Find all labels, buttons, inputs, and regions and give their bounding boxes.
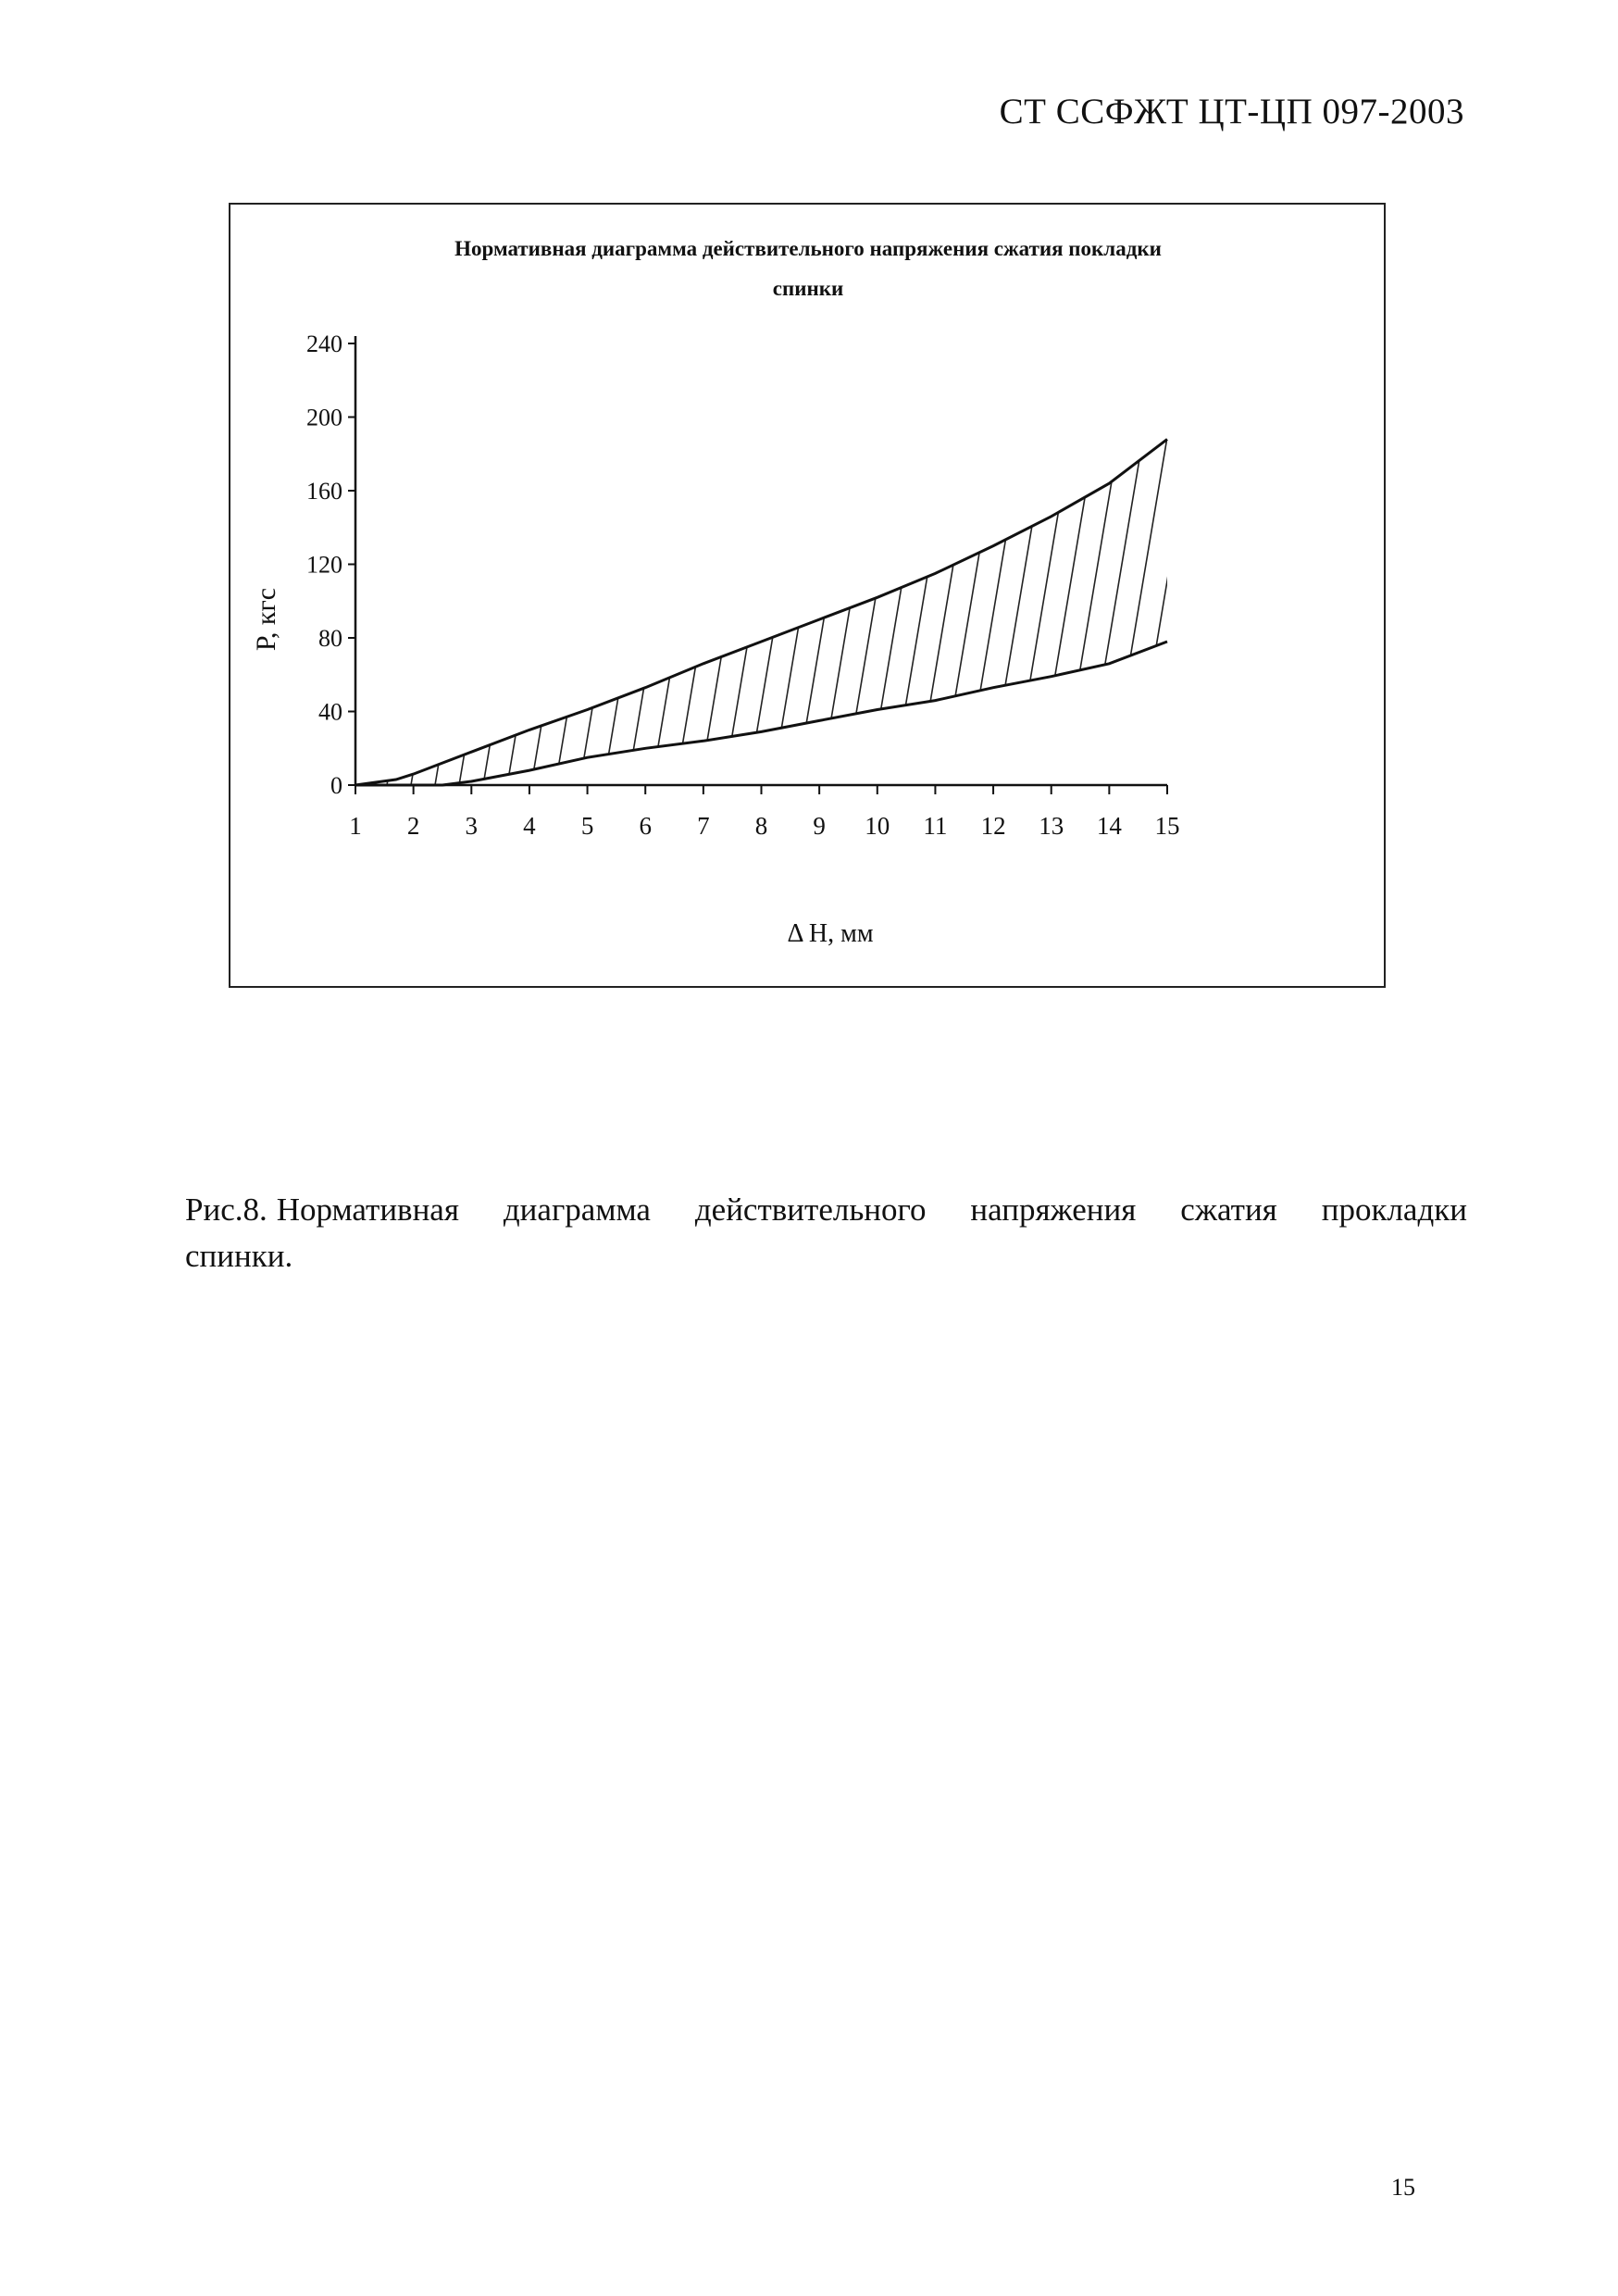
- page-number: 15: [1391, 2174, 1415, 2201]
- hatch-line: [363, 288, 446, 785]
- hatch-line: [1109, 288, 1192, 785]
- x-tick-label: 4: [523, 812, 536, 840]
- y-tick-label: 80: [318, 625, 342, 652]
- hatch-line: [1061, 288, 1144, 785]
- hatch-line: [820, 288, 903, 785]
- document-code: СТ ССФЖТ ЦТ-ЦП 097-2003: [999, 92, 1464, 131]
- hatch-line: [1157, 288, 1240, 785]
- hatch-line: [339, 288, 422, 785]
- hatch-line: [579, 288, 663, 785]
- hatch-line: [676, 288, 759, 785]
- hatch-line: [748, 288, 831, 785]
- x-tick-label: 2: [406, 812, 420, 840]
- tick-labels: [306, 331, 1180, 840]
- hatch-line: [483, 288, 566, 785]
- caption-number: Рис.8.: [185, 1192, 268, 1228]
- x-axis-label: Δ Н, мм: [787, 919, 874, 948]
- caption-text-line2: спинки.: [185, 1238, 293, 1274]
- hatch-line: [724, 288, 807, 785]
- hatch-line: [435, 288, 518, 785]
- x-tick-label: 8: [754, 812, 768, 840]
- hatch-line: [892, 288, 976, 785]
- hatch-line: [1326, 288, 1384, 785]
- x-tick-label: 14: [1096, 812, 1122, 840]
- hatch-line: [459, 288, 542, 785]
- y-tick-label: 120: [306, 551, 342, 579]
- chart-title-line1: Нормативная диаграмма действительного напряжения сжатия покладки: [454, 237, 1162, 260]
- x-tick-label: 11: [923, 812, 948, 840]
- y-tick-label: 0: [330, 772, 342, 799]
- y-axis-label: Р, кгс: [251, 587, 281, 652]
- hatch-line: [1229, 288, 1313, 785]
- chart-frame: [229, 203, 1386, 988]
- x-tick-label: 5: [580, 812, 594, 840]
- hatch-line: [1301, 288, 1384, 785]
- hatch-line: [555, 288, 639, 785]
- series-line-upper: [355, 439, 1167, 785]
- hatch-line: [507, 288, 591, 785]
- hatch-line: [230, 288, 302, 785]
- hatch-line: [1037, 288, 1120, 785]
- hatch-line: [772, 288, 855, 785]
- x-tick-label: 10: [865, 812, 890, 840]
- series-lines: [355, 439, 1167, 785]
- hatch-line: [1133, 288, 1216, 785]
- hatch-line: [868, 288, 952, 785]
- hatch-line: [230, 288, 278, 785]
- hatch-line: [628, 288, 711, 785]
- hatch-line: [989, 288, 1072, 785]
- y-tick-label: 240: [306, 331, 342, 357]
- x-tick-label: 1: [349, 812, 362, 840]
- hatch-line: [531, 288, 615, 785]
- y-tick-label: 160: [306, 478, 342, 505]
- x-tick-label: 9: [813, 812, 826, 840]
- x-tick-label: 12: [980, 812, 1006, 840]
- x-tick-label: 7: [697, 812, 710, 840]
- hatch-line: [1277, 288, 1361, 785]
- x-tick-label: 3: [465, 812, 479, 840]
- x-tick-label: 6: [639, 812, 652, 840]
- hatch-line: [1085, 288, 1168, 785]
- hatch-line: [1013, 288, 1096, 785]
- hatch-line: [1181, 288, 1264, 785]
- hatch-line: [604, 288, 687, 785]
- hatch-line: [387, 288, 470, 785]
- hatch-line: [243, 288, 326, 785]
- chart-canvas: [230, 205, 1384, 986]
- hatch-line: [700, 288, 783, 785]
- figure-caption: [185, 1187, 1467, 1279]
- hatch-line: [652, 288, 735, 785]
- x-tick-label: 15: [1154, 812, 1180, 840]
- hatch-line: [844, 288, 927, 785]
- hatch-line: [230, 288, 254, 785]
- y-tick-label: 200: [306, 404, 342, 431]
- hatch-line: [1350, 288, 1384, 785]
- hatch-line: [411, 288, 494, 785]
- series-line-lower: [355, 642, 1167, 785]
- y-tick-label: 40: [318, 698, 342, 726]
- caption-line-1: [185, 1187, 1467, 1233]
- hatch-line: [916, 288, 1000, 785]
- hatch-line: [1253, 288, 1337, 785]
- hatch-line: [965, 288, 1048, 785]
- hatch-line: [1205, 288, 1288, 785]
- caption-text-line1: Нормативная диаграмма действительного напряжения сжатия прокладки: [276, 1192, 1467, 1228]
- hatched-band: [230, 288, 1384, 785]
- chart-title-line2: спинки: [772, 277, 844, 300]
- x-tick-label: 13: [1039, 812, 1064, 840]
